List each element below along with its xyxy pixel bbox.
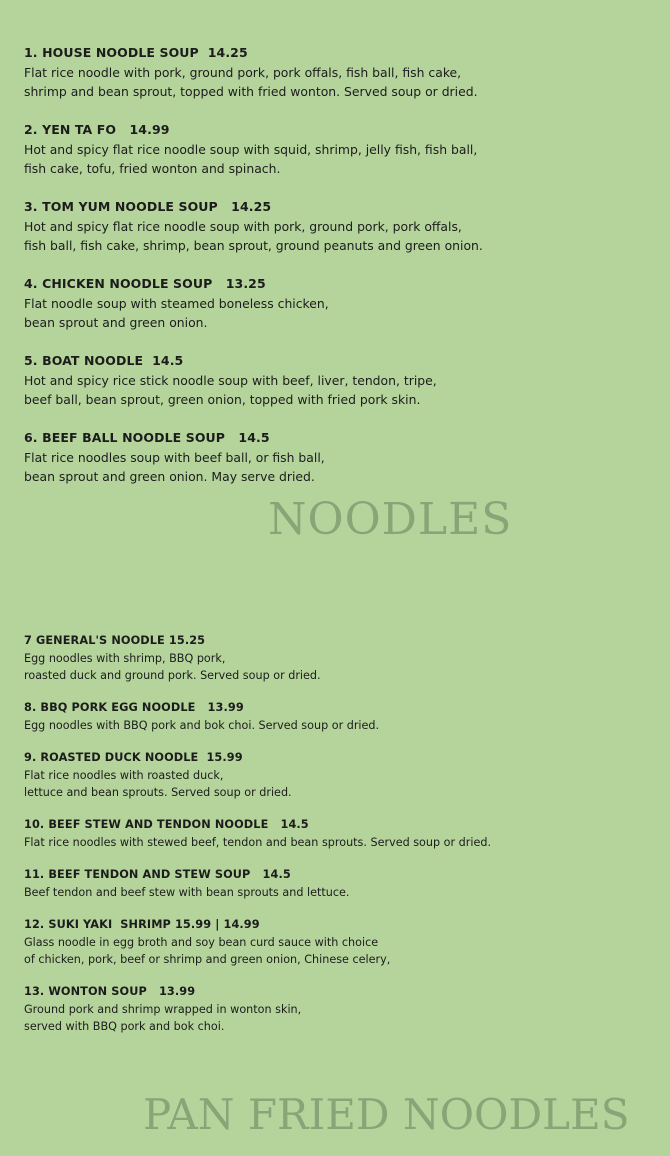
menu-item-description: Flat rice noodles with stewed beef, tendon and bean sprouts. Served soup or dried. <box>24 836 492 849</box>
menu-list-soups <box>24 44 660 506</box>
menu-item-description: Hot and spicy flat rice noodle soup with pork, ground pork, pork offals, fish ball, fish cake, shrimp, bean sprout, ground peanuts and green onion. <box>24 219 483 253</box>
menu-item <box>24 750 660 801</box>
menu-item-title: 1. HOUSE NOODLE SOUP 14.25 <box>24 45 248 60</box>
menu-item-description: Hot and spicy rice stick noodle soup with beef, liver, tendon, tripe, beef ball, bean sprout, green onion, topped with fried pork skin. <box>24 373 437 407</box>
menu-item <box>24 917 660 968</box>
menu-item <box>24 867 660 901</box>
menu-item <box>24 700 660 734</box>
menu-item-title: 13. WONTON SOUP 13.99 <box>24 985 196 998</box>
section-heading-noodles <box>268 494 513 545</box>
menu-item-title: 12. SUKI YAKI SHRIMP 15.99 | 14.99 <box>24 918 260 931</box>
menu-item-description: Hot and spicy flat rice noodle soup with squid, shrimp, jelly fish, fish ball, fish cake, tofu, fried wonton and spinach. <box>24 142 478 176</box>
menu-item-description: Glass noodle in egg broth and soy bean curd sauce with choice of chicken, pork, beef or shrimp and green onion, Chinese celery, <box>24 936 391 966</box>
menu-item <box>24 275 660 332</box>
section-heading-noodles-text: NOODLES <box>268 494 513 545</box>
menu-item-description: Flat rice noodle with pork, ground pork, pork offals, fish ball, fish cake, shrimp and bean sprout, topped with fried wonton. Served soup or dried. <box>24 65 478 99</box>
menu-item <box>24 429 660 486</box>
menu-item <box>24 352 660 409</box>
menu-item-description: Egg noodles with BBQ pork and bok choi. Served soup or dried. <box>24 719 380 732</box>
menu-item-title: 10. BEEF STEW AND TENDON NOODLE 14.5 <box>24 818 309 831</box>
menu-item-title: 7 GENERAL'S NOODLE 15.25 <box>24 634 206 647</box>
menu-list-noodles <box>24 633 660 1051</box>
section-heading-pan-fried-noodles: PAN FRIED NOODLES <box>143 1090 630 1139</box>
menu-item-description: Flat rice noodles soup with beef ball, or fish ball, bean sprout and green onion. May serve dried. <box>24 450 325 484</box>
menu-item <box>24 984 660 1035</box>
menu-item-description: Flat noodle soup with steamed boneless chicken, bean sprout and green onion. <box>24 296 329 330</box>
menu-item <box>24 44 660 101</box>
menu-item-title: 4. CHICKEN NOODLE SOUP 13.25 <box>24 276 266 291</box>
menu-item <box>24 121 660 178</box>
menu-item <box>24 633 660 684</box>
menu-item-description: Beef tendon and beef stew with bean sprouts and lettuce. <box>24 886 350 899</box>
menu-item-description: Egg noodles with shrimp, BBQ pork, roasted duck and ground pork. Served soup or dried. <box>24 652 321 682</box>
menu-item-description: Flat rice noodles with roasted duck, lettuce and bean sprouts. Served soup or dried. <box>24 769 292 799</box>
menu-item-title: 11. BEEF TENDON AND STEW SOUP 14.5 <box>24 868 291 881</box>
menu-item-title: 3. TOM YUM NOODLE SOUP 14.25 <box>24 199 272 214</box>
menu-item-title: 8. BBQ PORK EGG NOODLE 13.99 <box>24 701 244 714</box>
menu-item-title: 9. ROASTED DUCK NOODLE 15.99 <box>24 751 243 764</box>
menu-item-title: 6. BEEF BALL NOODLE SOUP 14.5 <box>24 430 270 445</box>
menu-item-description: Ground pork and shrimp wrapped in wonton skin, served with BBQ pork and bok choi. <box>24 1003 302 1033</box>
menu-item-title: 5. BOAT NOODLE 14.5 <box>24 353 184 368</box>
menu-item <box>24 817 660 851</box>
menu-item-title: 2. YEN TA FO 14.99 <box>24 122 170 137</box>
menu-item <box>24 198 660 255</box>
